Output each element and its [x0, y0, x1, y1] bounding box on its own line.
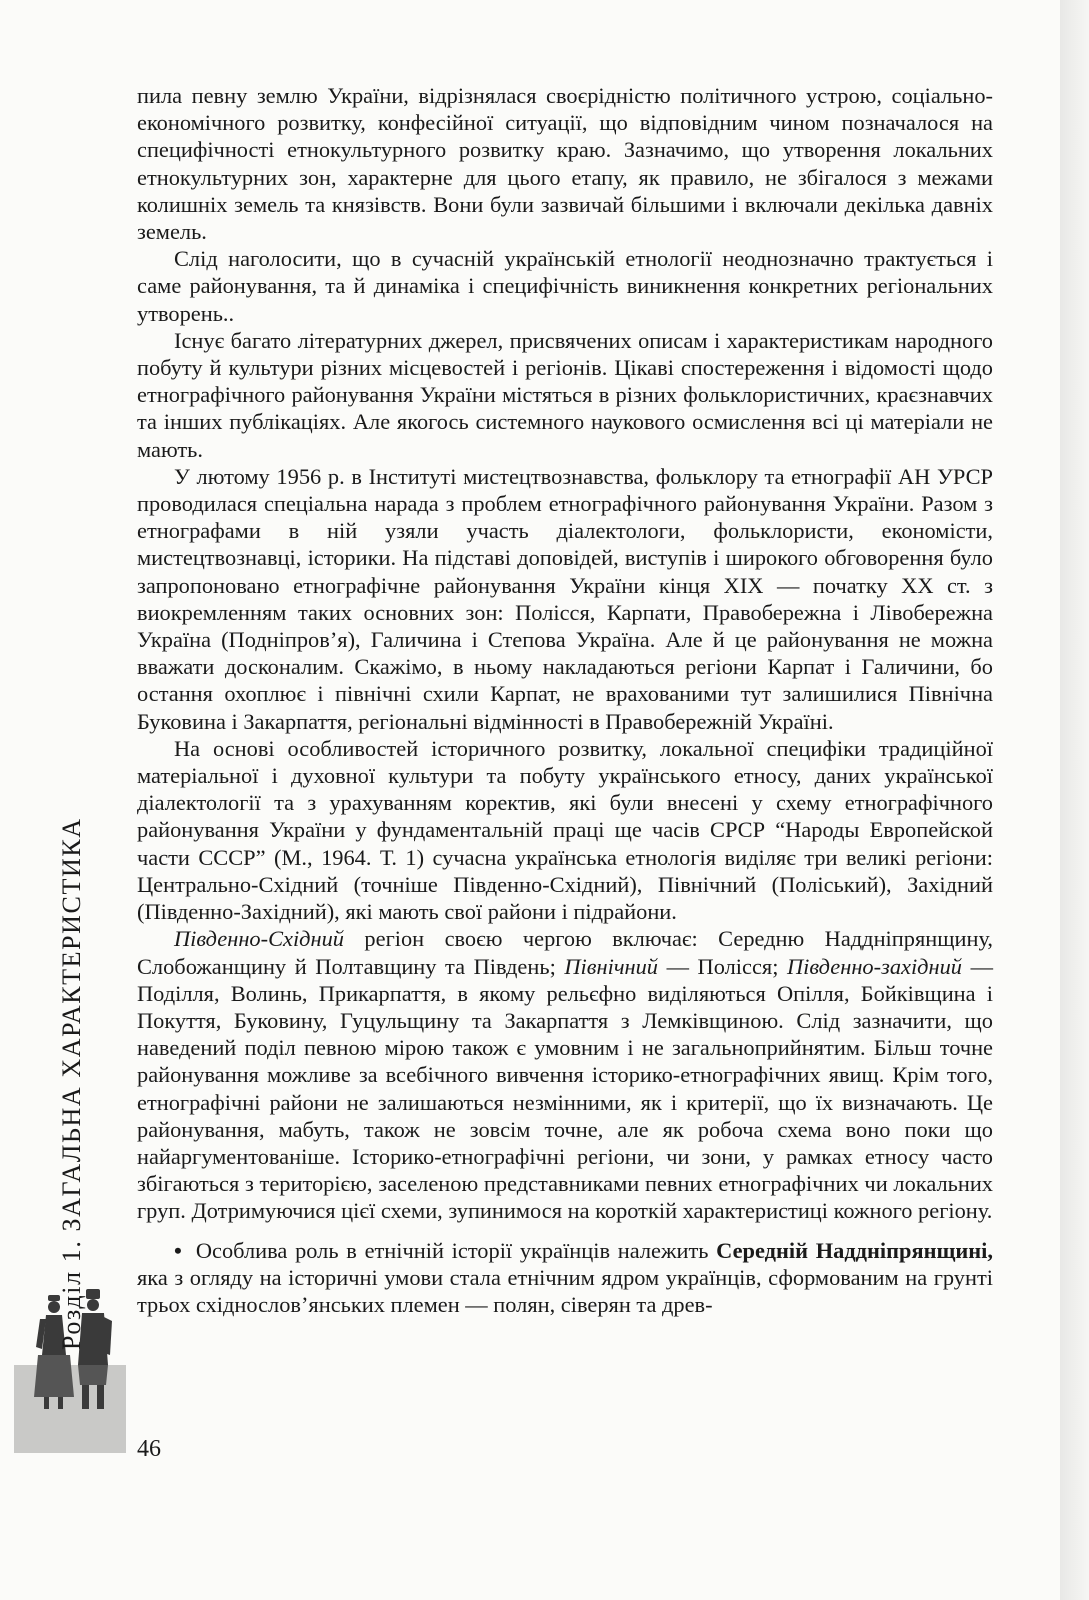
bold-term: Середній Наддніпрянщині, [716, 1237, 993, 1263]
paragraph-text: — Поділля, Волинь, Прикарпаття, в якому рельєфно виділяються Опілля, Бойківщина і Покуття, Буковину, Гуцульщину та Закарпаття з Лемківщиною. Слід зазначити, що наведений поділ певною мірою також є умовним і не загальноприйнятим. Більш точне районування можливе за всебічного вивчення історико-етнографічних явищ. Крім того, етнографічні райони не залишаються незмінними, як і критерії, що їх визначають. Це районування, мабуть, також не зовсім точне, але як робоча схема воно поки що найаргументованіше. Історико-етнографічні регіони, чи зони, у рамках етносу часто збігаються з територією, заселеною представниками певних етнографічних чи локальних груп. Дотримуючися цієї схеми, зупинимося на короткій характеристиці кожного регіону. [137, 953, 993, 1224]
paragraph: У лютому 1956 р. в Інституті мистецтвознавства, фольклору та етнографії АН УРСР проводилася спеціальна нарада з проблем етнографічного районування України. Разом з етнографами в ній узяли участь діалектологи, фольклористи, економісти, мистецтвознавці, історики. На підставі доповідей, виступів і широкого обговорення було запропоновано етнографічне районування України кінця XIX — початку XX ст. з виокремленням таких основних зон: Полісся, Карпати, Правобережна і Лівобережна Україна (Подніпров’я), Галичина і Степова Україна. Але й це районування не можна вважати досконалим. Скажімо, в ньому накладаються регіони Карпат і Галичини, бо остання охоплює і північні схили Карпат, не врахованими тут залишилися Північна Буковина і Закарпаття, регіональні відмінності в Правобережній Україні. [137, 463, 993, 734]
paragraph: Слід наголосити, що в сучасній українській етнології неоднозначно трактується і саме районування, та й динаміка і специфічність виникнення конкретних регіональних утворень.. [137, 246, 993, 326]
chapter-side-title: Розділ 1. ЗАГАЛЬНА ХАРАКТЕРИСТИКА [57, 817, 86, 1350]
paragraph-text: регіон своєю чергою включає: Середню Наддніпрянщину, Слобожанщину й Полтавщину та Південь; [137, 926, 993, 979]
paragraph: Існує багато літературних джерел, присвячених описам і характеристикам народного побуту й культури різних місцевостей і регіонів. Цікаві спостереження і відомості щодо етнографічного районування України містяться в різних фольклористичних, краєзнавчих та інших публікаціях. Але якогось системного наукового осмислення всі ці матеріали не мають. [137, 327, 993, 462]
paragraph: На основі особливостей історичного розвитку, локальної специфіки традиційної матеріальної і духовної культури та побуту українського етносу, даних української діалектології та з урахуванням коректив, які були внесені у схему етнографічного районування України у фундаментальній праці ще часів СРСР “Народы Европейской части СССР” (М., 1964. Т. 1) сучасна українська етнологія виділяє три великі регіони: Центрально-Східний (точніше Південно-Східний), Північний (Поліський), Західний (Південно-Західний), які мають свої райони і підрайони. [137, 735, 993, 925]
page-edge-shadow [1060, 0, 1089, 1600]
paragraph: пила певну землю України, відрізнялася своєрідністю політичного устрою, соціально-економічного розвитку, конфесійної ситуації, що відповідним чином позначалося на специфічності етнокультурного розвитку краю. Зазначимо, що утворення локальних етнокультурних зон, характерне для цього етапу, як правило, не збігалося з межами колишніх земель та князівств. Вони були зазвичай більшими і включали декілька давніх земель. [137, 83, 993, 245]
regions-paragraph [137, 925, 993, 1224]
bullet-paragraph [137, 1237, 993, 1319]
page-number: 46 [137, 1436, 161, 1462]
region-name: Південно-Східний [174, 926, 345, 952]
page-body [137, 82, 993, 1318]
region-name: Південно-західний [787, 953, 963, 979]
region-name: Північний [564, 953, 658, 979]
paragraph-text: яка з огляду на історичні умови стала етнічним ядром українців, сформованим на грунті трьох східнослов’янських племен — полян, сіверян та древ- [137, 1264, 993, 1317]
paragraph-text: — Полісся; [658, 953, 787, 979]
bullet-icon: • [174, 1237, 182, 1263]
paragraph-text: Особлива роль в етнічній історії українців належить [195, 1237, 717, 1263]
